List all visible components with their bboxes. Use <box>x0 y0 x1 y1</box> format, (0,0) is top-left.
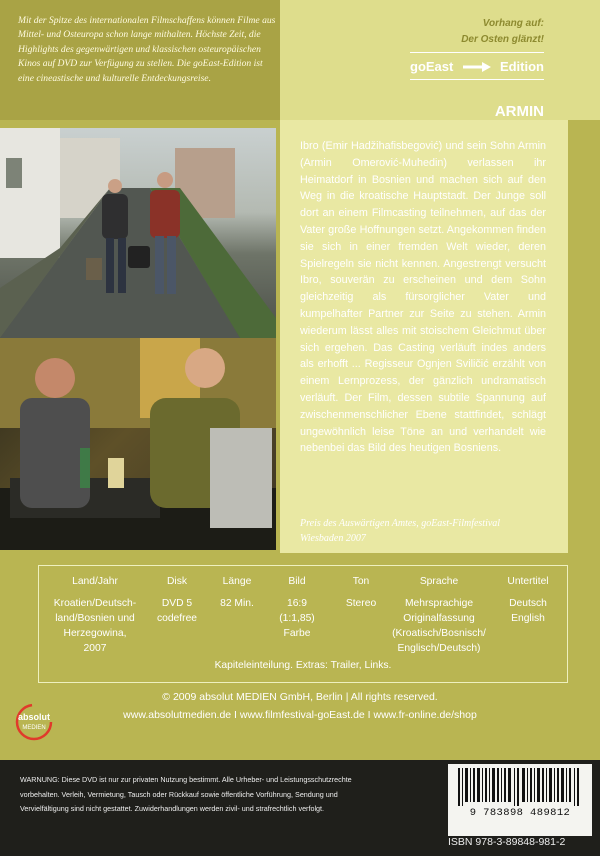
barcode-number: 9 783898 489812 <box>469 807 571 819</box>
spec-sound-head: Ton <box>352 576 370 587</box>
award-line-2: Wiesbaden 2007 <box>300 533 366 544</box>
tagline-line-2: Der Osten glänzt! <box>461 33 544 45</box>
award-line-1: Preis des Auswärtigen Amtes, goEast-Filmfestival <box>300 518 501 529</box>
spec-language-line: Englisch/Deutsch) <box>397 643 481 654</box>
spec-picture-head: Bild <box>288 576 306 587</box>
specs-box <box>38 565 568 683</box>
spec-subtitles <box>495 574 561 626</box>
spec-language-line: (Kroatisch/Bosnisch/ <box>392 628 486 639</box>
spec-length-value: 82 Min. <box>220 598 254 609</box>
spec-language-line: Mehrsprachige <box>404 598 474 609</box>
spec-picture-line: Farbe <box>283 628 311 639</box>
spec-sound-value: Stereo <box>345 598 377 609</box>
barcode-bars-icon <box>448 764 592 806</box>
film-title: ARMIN <box>494 103 544 120</box>
spec-land-line: Kroatien/Deutsch- <box>53 598 137 609</box>
warning-text <box>20 773 440 817</box>
intro-text: Mit der Spitze des internationalen Filmschaffens können Filme aus Mittel- und Osteuropa schon lange mithalten. Höchste Zeit, die Highlights des gegenwärtigen und klassischen osteuropäischen Kinos auf DVD zur Verfügung zu stellen. Die goEast-Edition ist eine cineastische und kulturelle Entdeckungsreise. <box>18 15 276 84</box>
synopsis-text: Ibro (Emir Hadžihafisbegović) und sein Sohn Armin (Armin Omerović-Muhedin) verlassen ihr Heimatdorf in Bosnien und machen sich auf den Weg in die kroatische Hauptstadt. Der Junge soll dort an einem Filmcasting teilnehmen, auf das der Vater große Hoffnungen setzt. Angekommen finden sie sich in einer fremden Welt wieder, deren Spielregeln sie nicht kennen. Angestrengt versucht Ibro, souverän zu erscheinen und dem Sohn gleichzeitig als fürsorglicher Vater und kumpelhafter Partner zur Seite zu stehen. Armin wiederum lässt alles mit stoischem Gleichmut über sich ergehen. Das Casting verläuft indes anders als erhofft ... Regisseur Ognjen Sviličić erzählt von einem Lernprozess, der gänzlich undramatisch verläuft. Der Film, dessen subtile Spannung auf zwischenmenschlicher Ebene stattfindet, schlägt ungewöhnlich leise Töne an und verhandelt wie nebenbei das Bild des heutigen Bosniens. <box>300 140 546 455</box>
spec-picture-line: (1:1,85) <box>279 613 315 624</box>
spec-disk-line: DVD 5 <box>161 598 193 609</box>
website-links: www.absolutmedien.de I www.filmfestival-goEast.de I www.fr-online.de/shop <box>123 709 477 721</box>
spec-land-line: 2007 <box>83 643 107 654</box>
spec-land-head: Land/Jahr <box>72 576 118 587</box>
spec-picture <box>269 574 325 641</box>
tagline-line-1: Vorhang auf: <box>482 18 544 29</box>
spec-language-head: Sprache <box>419 576 459 587</box>
spec-picture-line: 16:9 <box>286 598 308 609</box>
spec-land-line: land/Bosnien und <box>55 613 135 624</box>
svg-text:absolut: absolut <box>17 712 51 722</box>
warning-line-1: WARNUNG: Diese DVD ist nur zur privaten Nutzung bestimmt. Alle Urheber- und Leistungsschutzrechte <box>20 775 352 784</box>
spec-disk-head: Disk <box>166 576 188 587</box>
spec-length <box>209 574 265 611</box>
spec-language-line: Originalfassung <box>403 613 475 624</box>
spec-subtitles-head: Untertitel <box>507 576 549 587</box>
isbn: ISBN 978-3-89848-981-2 <box>448 836 566 848</box>
edition-label: Edition <box>499 59 544 74</box>
arrow-right-icon <box>463 62 491 72</box>
edition-header <box>280 0 600 120</box>
edition-brand: goEast <box>410 59 454 74</box>
chapters-extras: Kapiteleinteilung. Extras: Trailer, Links. <box>214 660 392 671</box>
still-photo-road <box>0 128 276 338</box>
edition-logo <box>410 52 544 80</box>
tagline <box>461 16 544 47</box>
warning-line-2: vorbehalten. Verleih, Vermietung, Tausch oder Rückkauf sowie öffentliche Vorführung, Sendung und <box>20 789 338 799</box>
spec-disk-line: codefree <box>156 613 198 624</box>
spec-sound <box>333 574 389 611</box>
spec-length-head: Länge <box>222 576 252 587</box>
spec-land-year <box>45 574 145 656</box>
absolut-medien-logo <box>14 702 54 742</box>
barcode <box>448 764 592 836</box>
svg-text:MEDIEN: MEDIEN <box>22 725 46 731</box>
copyright-line: © 2009 absolut MEDIEN GmbH, Berlin | All rights reserved. <box>162 691 438 703</box>
spec-subtitles-line: English <box>511 613 545 624</box>
spec-subtitles-line: Deutsch <box>509 598 547 609</box>
still-photo-interview <box>0 338 276 550</box>
award-note <box>300 516 546 546</box>
spec-land-line: Herzegowina, <box>63 628 127 639</box>
warning-line-3: Vervielfältigung sind nicht gestattet. Zuwiderhandlungen werden zivil- und strafrechtlich verfolgt. <box>20 804 325 813</box>
spec-language <box>389 574 489 656</box>
spec-disk <box>149 574 205 626</box>
